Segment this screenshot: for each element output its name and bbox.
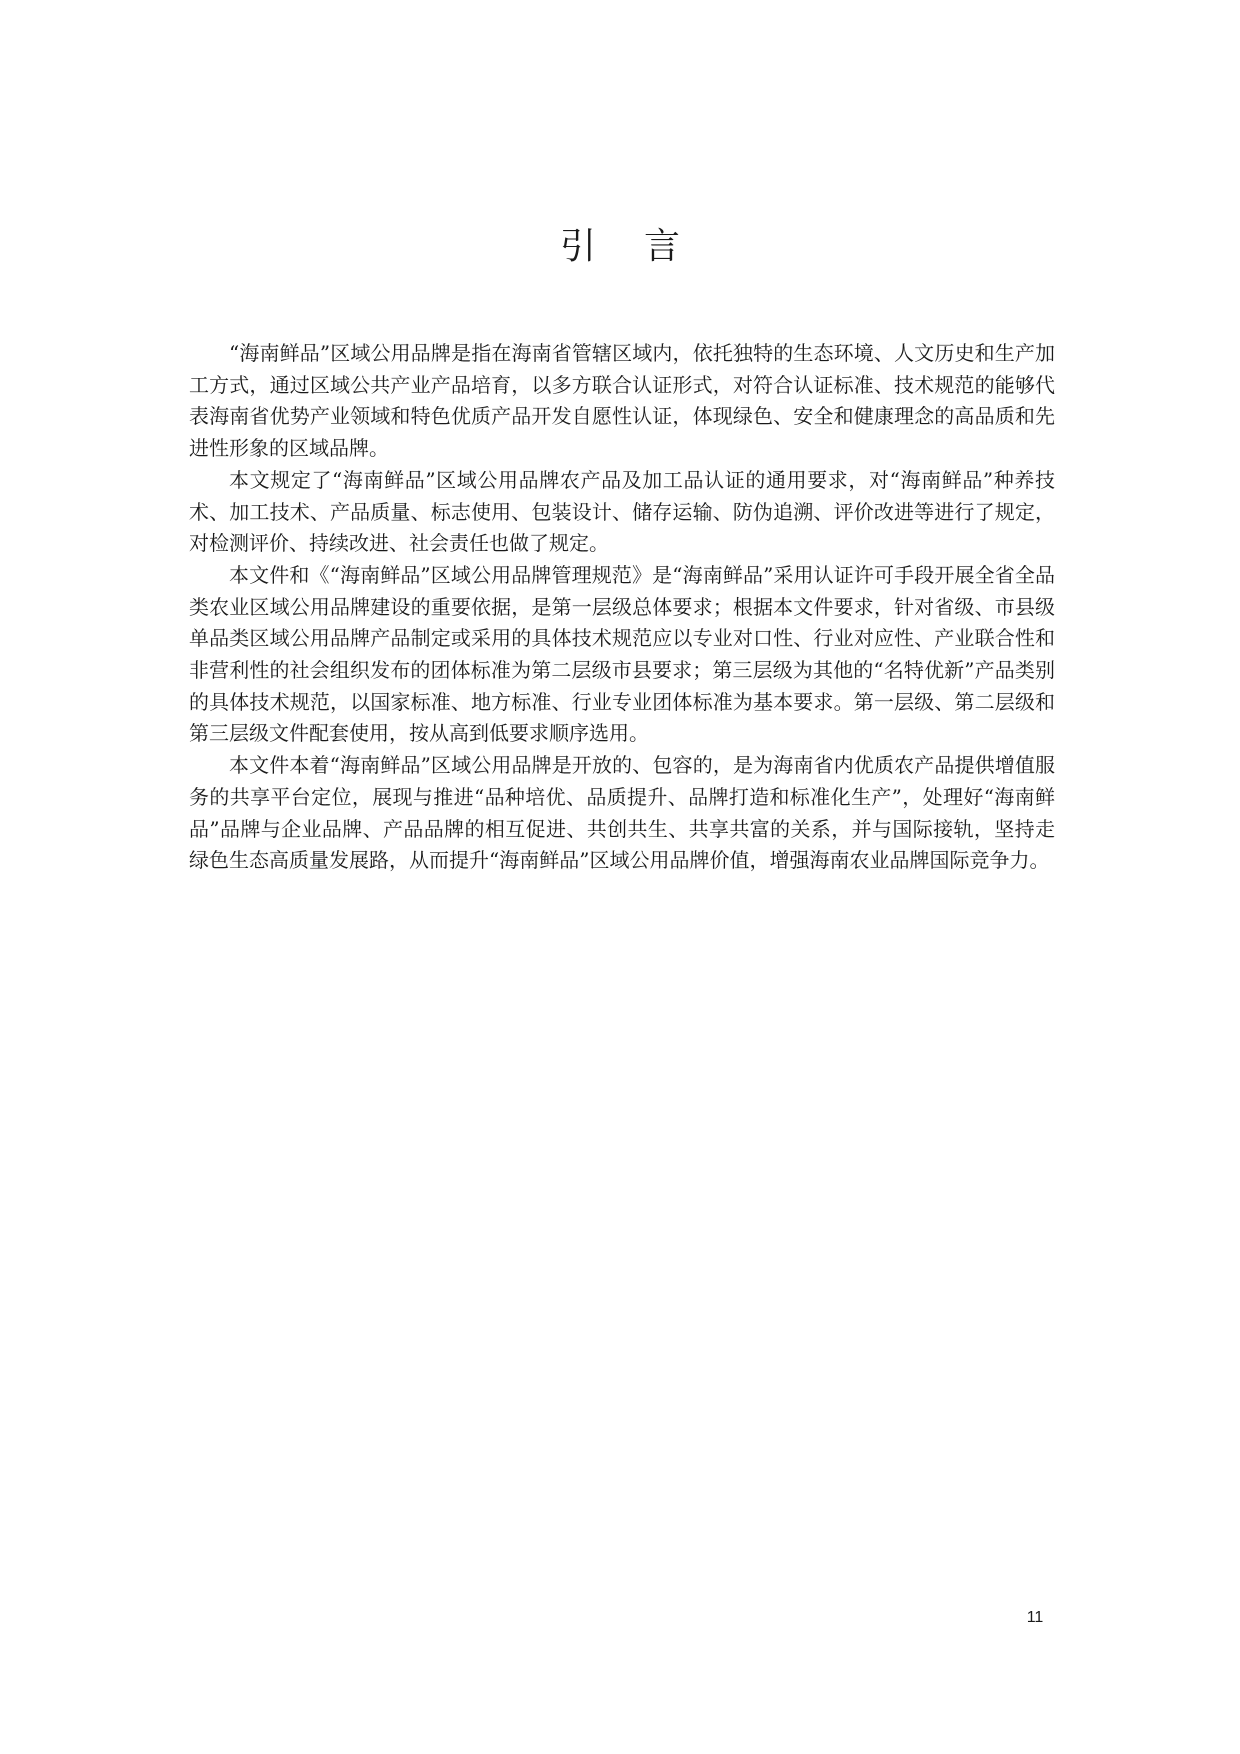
introduction-body: [189, 338, 1055, 877]
paragraph-hierarchy: 本文件和《“海南鲜品”区域公用品牌管理规范》是“海南鲜品”采用认证许可手段开展全省全品类农业区域公用品牌建设的重要依据，是第一层级总体要求；根据本文件要求，针对省级、市县级单品类区域公用品牌产品制定或采用的具体技术规范应以专业对口性、行业对应性、产业联合性和非营利性的社会组织发布的团体标准为第二层级市县要求；第三层级为其他的“名特优新”产品类别的具体技术规范，以国家标准、地方标准、行业专业团体标准为基本要求。第一层级、第二层级和第三层级文件配套使用，按从高到低要求顺序选用。: [189, 562, 1055, 746]
page-title: 引言: [559, 226, 728, 267]
paragraph-scope: 本文规定了“海南鲜品”区域公用品牌农产品及加工品认证的通用要求，对“海南鲜品”种养技术、加工技术、产品质量、标志使用、包装设计、储存运输、防伪追溯、评价改进等进行了规定，对检测评价、持续改进、社会责任也做了规定。: [189, 467, 1055, 556]
paragraph-definition: “海南鲜品”区域公用品牌是指在海南省管辖区域内，依托独特的生态环境、人文历史和生产加工方式，通过区域公共产业产品培育，以多方联合认证形式，对符合认证标准、技术规范的能够代表海南省优势产业领域和特色优质产品开发自愿性认证，体现绿色、安全和健康理念的高品质和先进性形象的区域品牌。: [189, 341, 1055, 461]
paragraph-purpose: 本文件本着“海南鲜品”区域公用品牌是开放的、包容的，是为海南省内优质农产品提供增值服务的共享平台定位，展现与推进“品种培优、品质提升、品牌打造和标准化生产”，处理好“海南鲜品”品牌与企业品牌、产品品牌的相互促进、共创共生、共享共富的关系，并与国际接轨，坚持走绿色生态高质量发展路，从而提升“海南鲜品”区域公用品牌价值，增强海南农业品牌国际竞争力。: [189, 753, 1055, 873]
page-number: 11: [1026, 1609, 1044, 1626]
